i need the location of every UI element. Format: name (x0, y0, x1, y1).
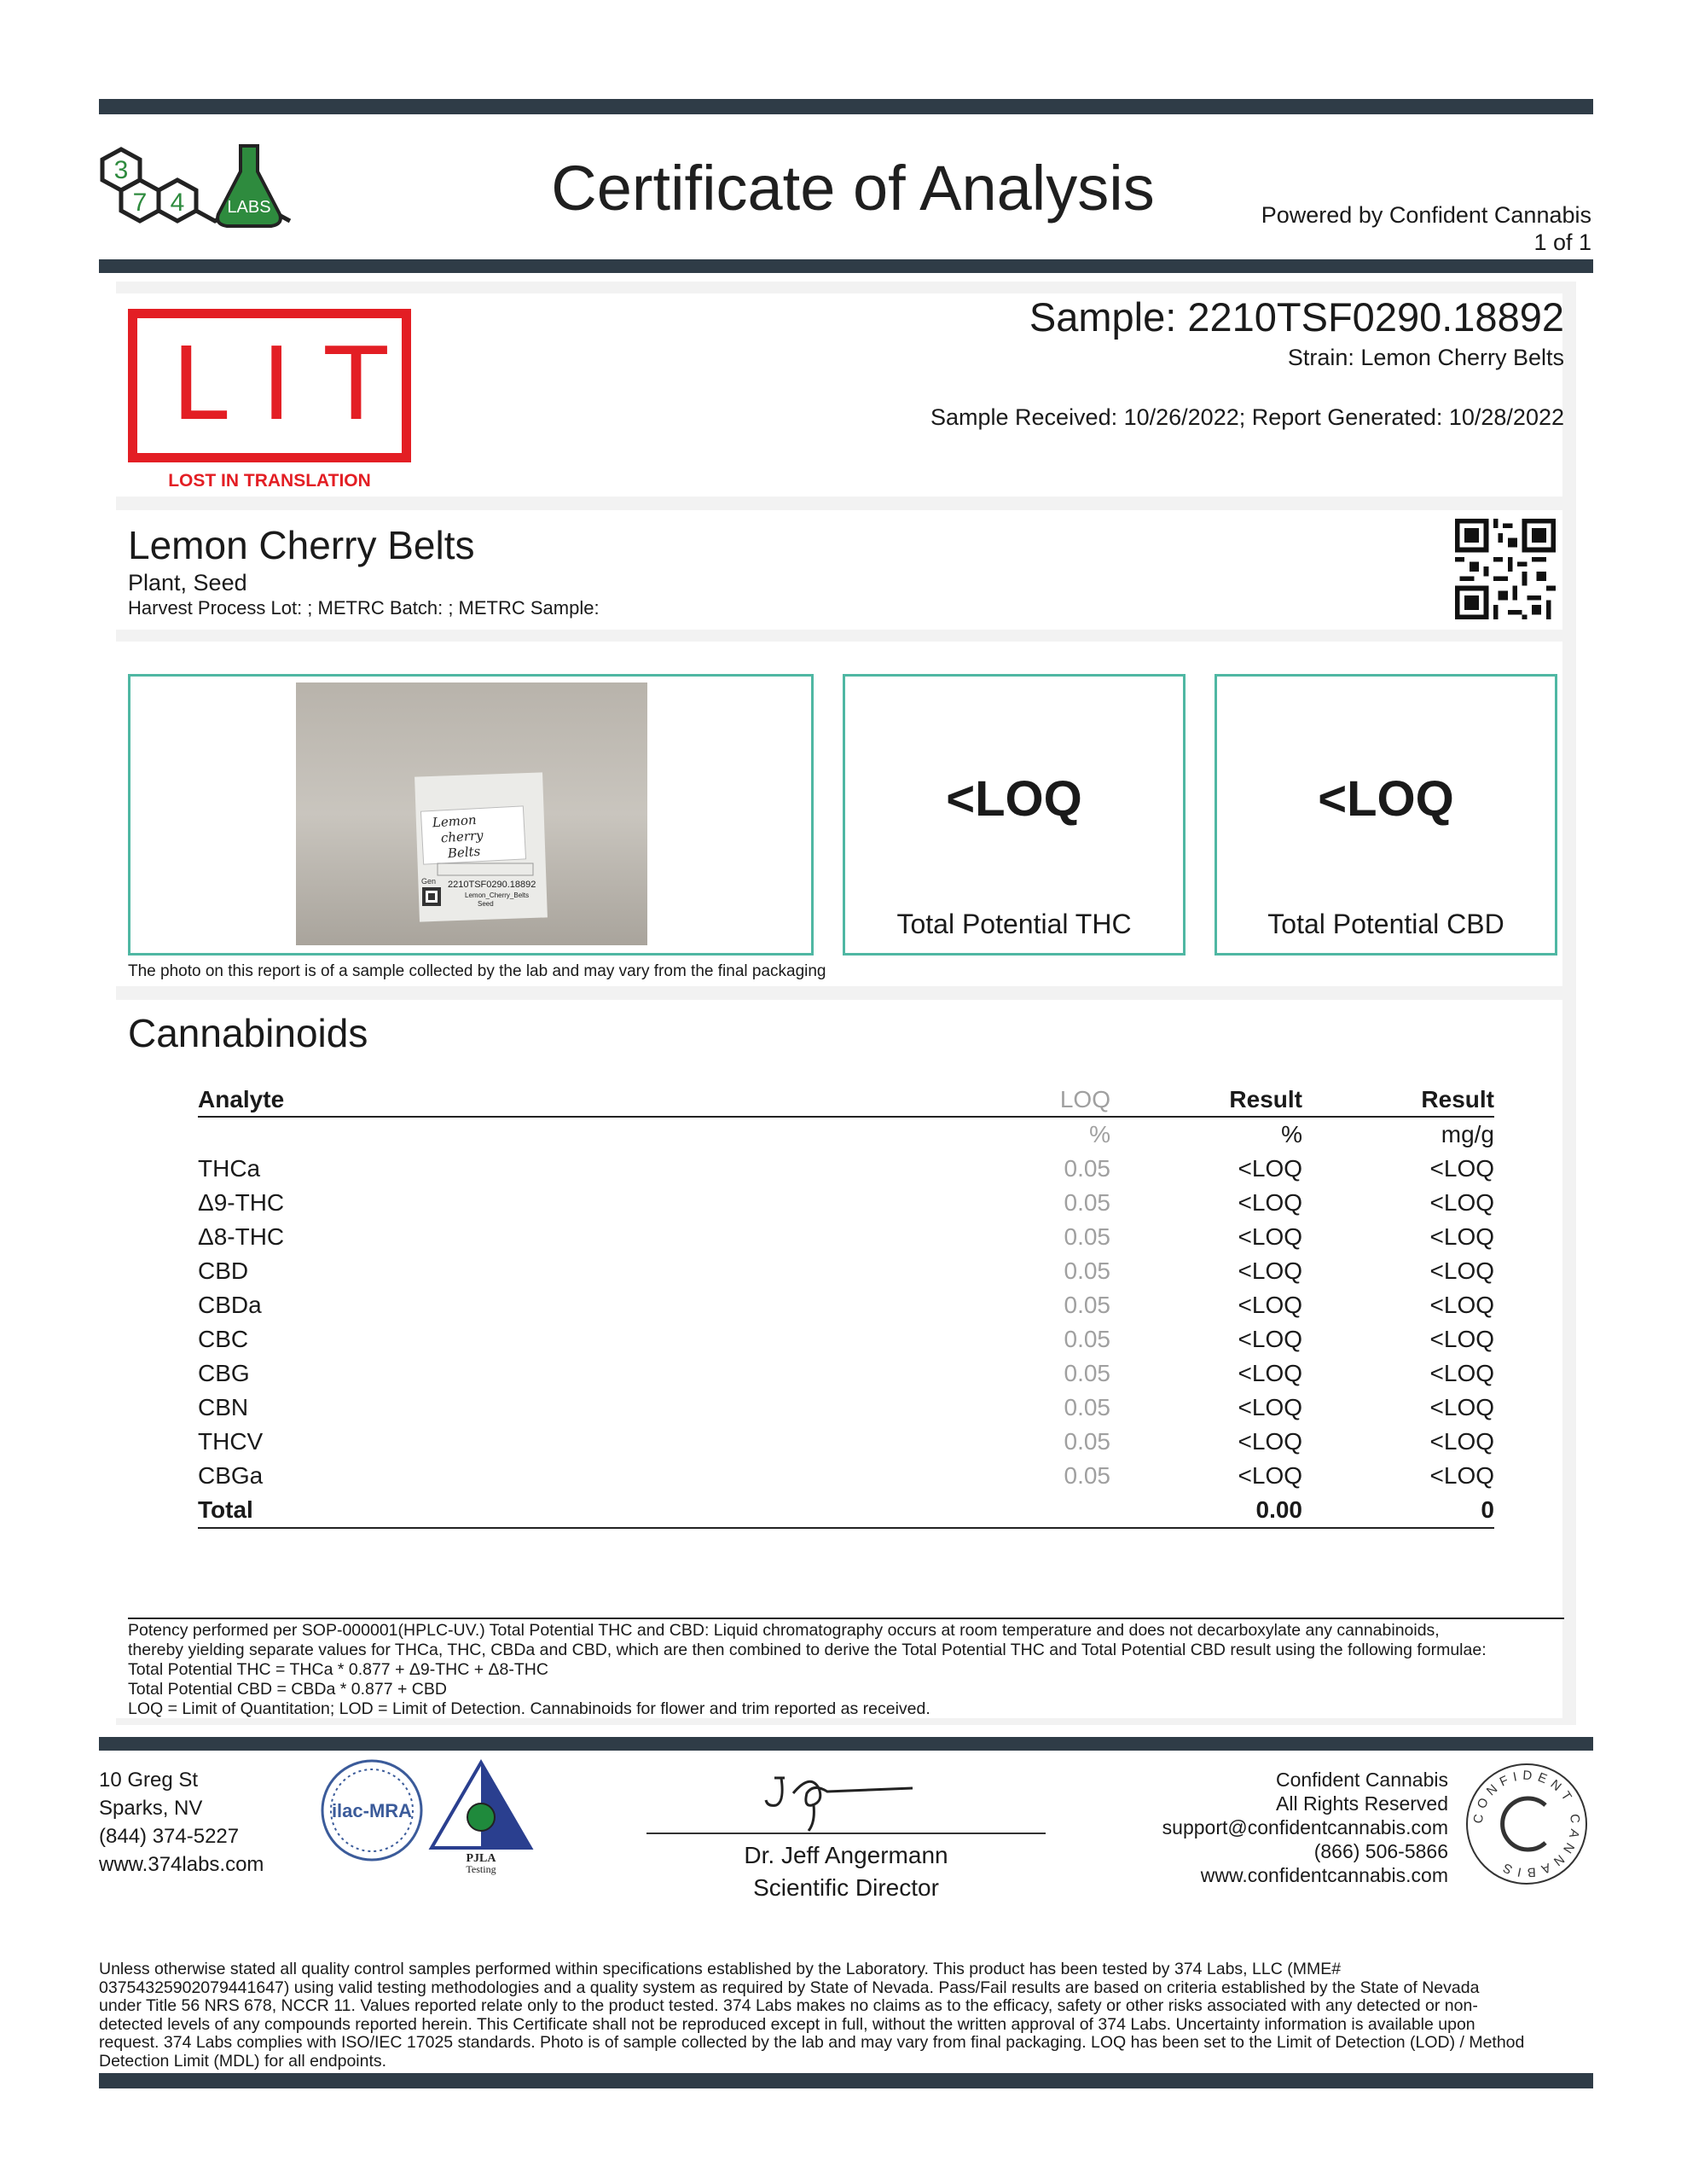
disclaimer (99, 1960, 1591, 2071)
header-analyte: Analyte (198, 1083, 795, 1117)
product-type: Plant, Seed (128, 570, 247, 595)
pjla-badge (426, 1757, 536, 1867)
cannabinoids-table (198, 1083, 1494, 1529)
signatory-name: Dr. Jeff Angermann (744, 1842, 948, 1868)
bottom-bar (99, 2073, 1593, 2088)
photo-label-id: 2210TSF0290.18892 (448, 880, 536, 890)
analyte-result-pct: <LOQ (1238, 1428, 1302, 1455)
section-title: Cannabinoids (128, 1011, 368, 1055)
note-line: Total Potential THC = THCa * 0.877 + Δ9-THC + Δ8-THC (128, 1660, 548, 1679)
analyte-name: CBN (198, 1394, 249, 1420)
sample-photo-frame (128, 674, 814, 956)
lit-tagline: LOST IN TRANSLATION (168, 471, 371, 491)
total-result-mg: 0 (1302, 1493, 1494, 1528)
photo-label-name: Lemon_Cherry_Belts (465, 892, 530, 899)
sample-photo (296, 682, 647, 945)
analyte-name: CBG (198, 1360, 250, 1386)
table-row (198, 1356, 1494, 1391)
analyte-loq: 0.05 (1064, 1155, 1110, 1182)
lab-address (99, 1766, 264, 1879)
analyte-name: CBC (198, 1326, 249, 1352)
top-bar (99, 99, 1593, 114)
note-line: LOQ = Limit of Quantitation; LOD = Limit of Detection. Cannabinoids for flower and trim reported as received. (128, 1699, 930, 1718)
sample-dates: Sample Received: 10/26/2022; Report Generated: 10/28/2022 (930, 404, 1564, 430)
product-lots: Harvest Process Lot: ; METRC Batch: ; METRC Sample: (128, 597, 600, 619)
address-street: 10 Greg St (99, 1769, 199, 1792)
pjla-subtext: Testing (466, 1863, 496, 1875)
logo-digit-4: 4 (170, 189, 185, 217)
analyte-loq: 0.05 (1064, 1326, 1110, 1352)
table-row (198, 1459, 1494, 1493)
signature (759, 1768, 930, 1836)
analyte-name: CBGa (198, 1462, 264, 1489)
table-row (198, 1254, 1494, 1288)
374-labs-logo (97, 141, 299, 248)
header-bar (99, 259, 1593, 273)
page-title: Certificate of Analysis (551, 153, 1155, 224)
total-result-pct: 0.00 (1110, 1493, 1302, 1528)
analyte-result-pct: <LOQ (1238, 1155, 1302, 1182)
analyte-name: CBDa (198, 1292, 262, 1318)
confident-cannabis-seal (1464, 1761, 1590, 1887)
lit-logo-letters: LIT (171, 325, 421, 443)
analyte-result-mg: <LOQ (1429, 1360, 1494, 1386)
cbd-summary-box (1215, 674, 1557, 956)
cc-website[interactable]: www.confidentcannabis.com (1200, 1864, 1448, 1886)
units-analyte (198, 1117, 795, 1152)
powered-by-text: Powered by Confident Cannabis (1261, 202, 1591, 228)
total-loq (795, 1493, 1110, 1528)
analyte-loq: 0.05 (1064, 1428, 1110, 1455)
disclaimer-line: request. 374 Labs complies with ISO/IEC 17025 standards. Photo is of sample collected by the lab and may vary from final packaging. LOQ has been set to the Limit of Detection (LOD) / Method (99, 2033, 1525, 2052)
total-label: Total (198, 1493, 795, 1528)
lit-logo (128, 309, 421, 462)
analyte-result-mg: <LOQ (1429, 1394, 1494, 1420)
lab-website[interactable]: www.374labs.com (99, 1853, 264, 1876)
table-row (198, 1186, 1494, 1220)
photo-handwriting-2: cherry (440, 827, 484, 846)
address-city: Sparks, NV (99, 1797, 203, 1820)
table-header-row (198, 1083, 1494, 1117)
ilac-mra-badge (319, 1757, 425, 1863)
header-result-pct: Result (1110, 1083, 1302, 1117)
analyte-result-pct: <LOQ (1238, 1360, 1302, 1386)
table-row (198, 1425, 1494, 1459)
analyte-result-pct: <LOQ (1238, 1462, 1302, 1489)
analyte-name: THCa (198, 1155, 261, 1182)
analyte-result-mg: <LOQ (1429, 1155, 1494, 1182)
table-units-row (198, 1117, 1494, 1152)
total-thc-label: Total Potential THC (896, 909, 1132, 939)
ilac-mra-text: ilac-MRA (331, 1800, 413, 1821)
disclaimer-line: Unless otherwise stated all quality control samples performed within specifications established by the Laboratory. This product has been tested by 374 Labs, LLC (MME# (99, 1960, 1342, 1978)
analyte-loq: 0.05 (1064, 1292, 1110, 1318)
table-row (198, 1220, 1494, 1254)
analyte-name: CBD (198, 1258, 249, 1284)
analyte-result-mg: <LOQ (1429, 1223, 1494, 1250)
sample-id: Sample: 2210TSF0290.18892 (1029, 294, 1564, 340)
powered-by (1261, 201, 1591, 256)
analyte-loq: 0.05 (1064, 1462, 1110, 1489)
table-row (198, 1391, 1494, 1425)
disclaimer-line: 03754325902079441647) using valid testing methodologies and a quality system as required by State of Nevada. Pass/Fail results are based on criteria established by the State of Nevada (99, 1978, 1480, 1997)
analyte-name: Δ9-THC (198, 1189, 285, 1216)
note-line: thereby yielding separate values for THCa, THC, CBDa and CBD, which are then combined to derive the Total Potential THC and Total Potential CBD result using the following formulae: (128, 1641, 1487, 1659)
total-cbd-value: <LOQ (1318, 771, 1454, 827)
analyte-loq: 0.05 (1064, 1394, 1110, 1420)
unit-result-pct: % (1281, 1121, 1302, 1147)
analyte-result-mg: <LOQ (1429, 1428, 1494, 1455)
cc-email[interactable]: support@confidentcannabis.com (1162, 1816, 1448, 1838)
signature-line (646, 1833, 1046, 1834)
cc-name: Confident Cannabis (1275, 1769, 1448, 1791)
analyte-result-mg: <LOQ (1429, 1258, 1494, 1284)
analyte-name: Δ8-THC (198, 1223, 285, 1250)
analyte-result-pct: <LOQ (1238, 1326, 1302, 1352)
method-notes (128, 1621, 1569, 1719)
table-row (198, 1288, 1494, 1322)
logo-digit-7: 7 (132, 189, 148, 217)
cc-phone: (866) 506-5866 (1313, 1840, 1448, 1862)
photo-handwriting-1: Lemon (432, 811, 478, 831)
header-loq: LOQ (795, 1083, 1110, 1117)
photo-label-gen: Gen (421, 877, 437, 886)
analyte-loq: 0.05 (1064, 1189, 1110, 1216)
photo-note: The photo on this report is of a sample collected by the lab and may vary from the final packaging (128, 962, 826, 980)
footer-bar (99, 1737, 1593, 1751)
analyte-name: THCV (198, 1428, 264, 1455)
note-line: Total Potential CBD = CBDa * 0.877 + CBD (128, 1680, 447, 1699)
pjla-text: PJLA (466, 1852, 496, 1865)
unit-loq: % (1089, 1121, 1110, 1147)
table-row (198, 1322, 1494, 1356)
analyte-loq: 0.05 (1064, 1223, 1110, 1250)
analyte-result-pct: <LOQ (1238, 1258, 1302, 1284)
page-number: 1 of 1 (1533, 229, 1591, 255)
table-row (198, 1152, 1494, 1186)
total-row (198, 1493, 1494, 1528)
disclaimer-line: detected levels of any compounds reported herein. This Certificate shall not be reproduced except in full, without the written approval of 374 Labs. Uncertainty information is available upon (99, 2014, 1475, 2034)
product-name: Lemon Cherry Belts (128, 523, 475, 567)
total-thc-value: <LOQ (946, 771, 1082, 827)
analyte-result-pct: <LOQ (1238, 1292, 1302, 1318)
photo-handwriting-3: Belts (447, 843, 481, 862)
analyte-result-pct: <LOQ (1238, 1394, 1302, 1420)
cc-rights: All Rights Reserved (1276, 1792, 1448, 1815)
thc-summary-box (843, 674, 1186, 956)
total-cbd-label: Total Potential CBD (1267, 909, 1504, 939)
analyte-loq: 0.05 (1064, 1258, 1110, 1284)
confident-cannabis-info (1162, 1768, 1448, 1887)
analyte-result-mg: <LOQ (1429, 1189, 1494, 1216)
lab-phone: (844) 374-5227 (99, 1825, 240, 1848)
photo-label-type: Seed (478, 900, 494, 908)
signatory (646, 1839, 1046, 1904)
unit-result-mg: mg/g (1441, 1121, 1494, 1147)
analyte-result-mg: <LOQ (1429, 1462, 1494, 1489)
seal-text: CONFIDENT CANNABIS (1470, 1768, 1583, 1880)
signatory-role: Scientific Director (753, 1874, 939, 1901)
analyte-result-mg: <LOQ (1429, 1292, 1494, 1318)
analyte-loq: 0.05 (1064, 1360, 1110, 1386)
analyte-result-pct: <LOQ (1238, 1189, 1302, 1216)
disclaimer-line: Detection Limit (MDL) for all endpoints. (99, 2051, 387, 2071)
logo-digit-3: 3 (113, 156, 129, 184)
note-line: Potency performed per SOP-000001(HPLC-UV.) Total Potential THC and CBD: Liquid chromatography occurs at room temperature and does not decarboxylate any cannabinoids, (128, 1621, 1440, 1640)
header-result-mg: Result (1302, 1083, 1494, 1117)
analyte-result-pct: <LOQ (1238, 1223, 1302, 1250)
strain: Strain: Lemon Cherry Belts (1287, 345, 1564, 370)
flask-label: LABS (227, 198, 271, 217)
disclaimer-line: under Title 56 NRS 678, NCCR 11. Values reported relate only to the product tested. 374 Labs makes no claims as to the efficacy, safety or other risks associated with any detected or non- (99, 1996, 1478, 2015)
notes-divider (128, 1618, 1564, 1619)
qr-code[interactable] (1455, 519, 1556, 619)
analyte-result-mg: <LOQ (1429, 1326, 1494, 1352)
